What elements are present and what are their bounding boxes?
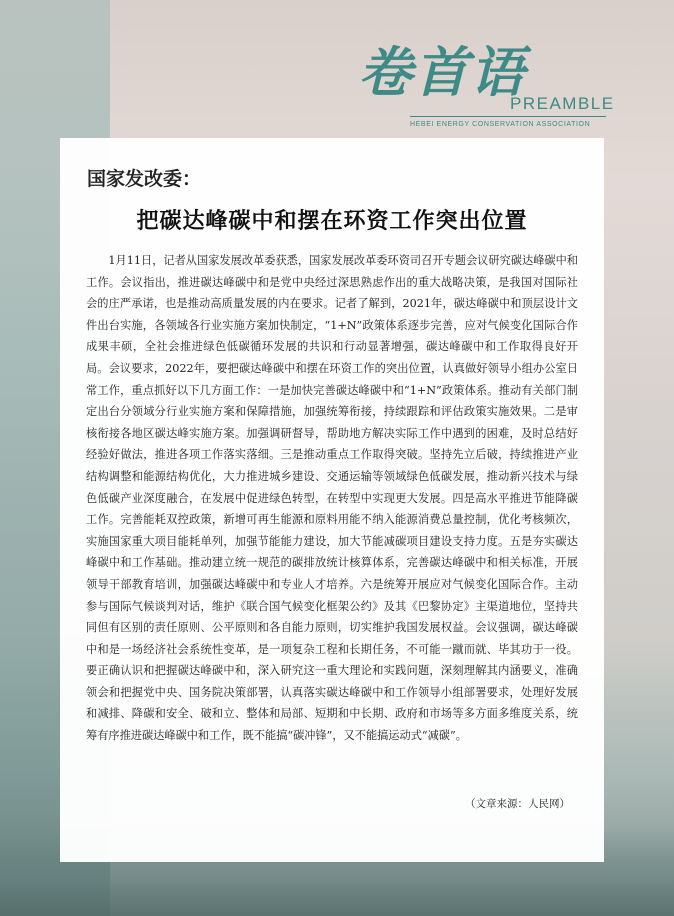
masthead-association: HEBEI ENERGY CONSERVATION ASSOCIATION [410, 121, 591, 128]
article-source: （文章来源：人民网） [465, 798, 570, 810]
article-kicker: 国家发改委： [87, 169, 202, 190]
article-body: 1月11日，记者从国家发展改革委获悉，国家发展改革委环资司召开专题会议研究碳达峰碳中和工作。会议指出，推进碳达峰碳中和是党中央经过深思熟虑作出的重大战略决策，是我国对国际社会的庄严承诺，也是推动高质量发展的内在要求。记者了解到，2021年，碳达峰碳中和顶层设计文件出台实施，各领域各行业实施方案加快制定，“1+N”政策体系逐步完善，应对气候变化国际合作成果丰硕，全社会推进绿色低碳循环发展的共识和行动显著增强，碳达峰碳中和工作取得良好开局。会议要求，2022年，要把碳达峰碳中和摆在环资工作的突出位置，认真做好领导小组办公室日常工作，重点抓好以下几方面工作：一是加快完善碳达峰碳中和“1+N”政策体系。推动有关部门制定出台分领域分行业实施方案和保障措施，加强统筹衔接，持续跟踪和评估政策实施效果。二是审核衔接各地区碳达峰实施方案。加强调研督导，帮助地方解决实际工作中遇到的困难，及时总结好经验好做法，推进各项工作落实落细。三是推动重点工作取得突破。坚持先立后破，持续推进产业结构调整和能源结构优化，大力推进城乡建设、交通运输等领域绿色低碳发展，推动新兴技术与绿色低碳产业深度融合，在发展中促进绿色转型，在转型中实现更大发展。四是高水平推进节能降碳工作。完善能耗双控政策，新增可再生能源和原料用能不纳入能源消费总量控制，优化考核频次，实施国家重大项目能耗单列，加强节能能力建设，加大节能减碳项目建设支持力度。五是夯实碳达峰碳中和工作基础。推动建立统一规范的碳排放统计核算体系，完善碳达峰碳中和相关标准，开展领导干部教育培训，加强碳达峰碳中和专业人才培养。六是统筹开展应对气候变化国际合作。主动参与国际气候谈判对话，维护《联合国气候变化框架公约》及其《巴黎协定》主渠道地位，坚持共同但有区别的责任原则、公平原则和各自能力原则，切实维护我国发展权益。会议强调，碳达峰碳中和是一场经济社会系统性变革，是一项复杂工程和长期任务，不可能一蹴而就、毕其功于一役。要正确认识和把握碳达峰碳中和，深入研究这一重大理论和实践问题，深刻理解其内涵要义，准确领会和把握党中央、国务院决策部署，认真落实碳达峰碳中和工作领导小组部署要求，处理好发展和减排、降碳和安全、破和立、整体和局部、短期和中长期、政府和市场等多方面多维度关系，统筹有序推进碳达峰碳中和工作，既不能搞“碳冲锋”，又不能搞运动式“减碳”。 [86, 254, 578, 743]
article-title: 把碳达峰碳中和摆在环资工作突出位置 [136, 208, 528, 233]
masthead-title: 卷首语 [358, 40, 526, 104]
masthead-divider [410, 116, 606, 117]
masthead [350, 30, 620, 140]
article-card [60, 138, 604, 862]
masthead-subtitle: PREAMBLE [510, 94, 615, 113]
